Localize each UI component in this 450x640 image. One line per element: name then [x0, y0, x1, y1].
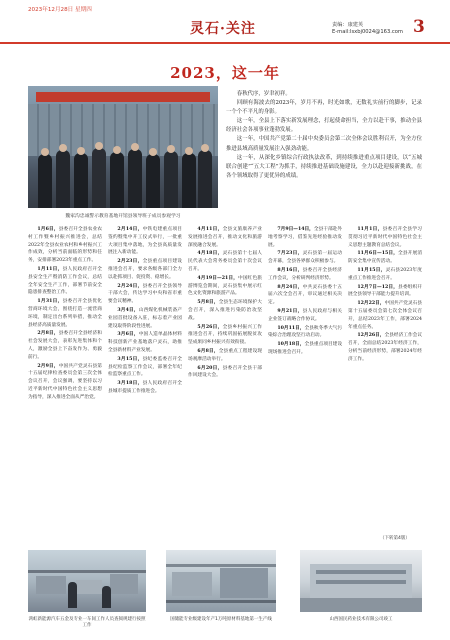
photo-person: [56, 150, 70, 208]
photo-window-row: [316, 580, 406, 584]
chronology-entry: [348, 226, 422, 249]
entry-date: 3月6日，: [117, 332, 139, 338]
production-line-photo: [166, 550, 276, 612]
factory-photo: [28, 550, 146, 612]
entry-date: 2月8日，: [37, 331, 59, 337]
chronology-entry: [188, 226, 262, 249]
entry-date: 6月20日，: [197, 365, 223, 371]
entry-text: 县委召开全县学习贯彻习近平新时代中国特色社会主义思想主题教育总结会议。: [348, 227, 422, 248]
entry-date: 5月8日，: [197, 300, 219, 306]
photo-head: [113, 146, 121, 154]
photo-worker: [102, 586, 111, 608]
entry-text: 县人民政府召开全县城市提质工作推进会。: [108, 381, 182, 394]
chronology-entry: [108, 331, 182, 354]
chronology-entry: [108, 380, 182, 396]
chronology-entry: [28, 363, 102, 402]
photo-head: [185, 147, 193, 155]
entry-text: 全县开展消防安全集中宣传活动。: [348, 251, 422, 265]
entry-text: 县委召开全县农业农村工作暨乡村振兴推进会，总结2022年全县农业农村和乡村振兴工作成效，分析当前面临的形势和任务，安排部署2023年重点工作。: [28, 227, 102, 264]
entry-date: 1月31日，: [37, 299, 63, 305]
entry-date: 2月23日，: [117, 259, 143, 265]
photo-person: [164, 151, 178, 208]
chronology-entry: [108, 307, 182, 330]
chronology-column: [28, 226, 102, 544]
entry-date: 3月15日，: [117, 356, 143, 362]
editor-name: 责编：康建英: [332, 22, 364, 28]
pharma-building-photo: [300, 550, 422, 612]
photo-head: [149, 148, 157, 156]
entry-text: 全县乡村振兴工作推进会召开，持续巩固拓展脱贫攻坚成果同乡村振兴有效衔接。: [188, 324, 262, 346]
entry-date: 1月11日，: [37, 266, 63, 272]
entry-date: 10月11日，: [277, 325, 305, 331]
entry-text: 县委召开全县优化营商环境大会，围绕打造一流营商环境，制定出台系列举措，推动全县经济高质量发展。: [28, 299, 102, 328]
continued-note: （下转第4版）: [380, 536, 410, 541]
entry-date: 12月26日，: [357, 333, 385, 339]
entry-date: 9月21日，: [277, 308, 303, 314]
chronology-entry: [188, 348, 262, 364]
entry-date: 4月11日，: [197, 227, 223, 232]
chronology-entry: [348, 284, 422, 300]
photo-person: [198, 150, 212, 208]
chronology-entry: [28, 226, 102, 265]
photo-head: [59, 144, 67, 152]
entry-text: 灵石县第一届运动会开幕，全县各界群众积极参与。: [268, 251, 342, 265]
entry-date: 1月6日，: [37, 227, 59, 232]
photo-worker: [68, 582, 77, 608]
intro-paragraph: 春秋代序，岁聿初祥。: [236, 91, 291, 97]
entry-date: 10月18日，: [277, 342, 305, 348]
entry-date: 11月15日，: [357, 267, 386, 273]
entry-text: 中国共产党灵石县第十五届委员会第七次全体会议召开，总结2023年工作，部署2024年重点任务。: [348, 301, 422, 330]
photo-ground: [300, 598, 422, 612]
entry-date: 4月18日，: [197, 251, 223, 257]
entry-text: 全县干部赴外地考察学习，借鉴先进经验推动发展。: [268, 227, 342, 248]
photo-person: [110, 152, 124, 208]
entry-text: 县委召开全县经济工作会议，分析研判经济形势。: [268, 267, 342, 281]
chronology-column: [108, 226, 182, 544]
photo-head: [201, 144, 209, 152]
chronology-entry: [108, 283, 182, 306]
chronology-entry: [268, 226, 342, 249]
top-photo-caption: 魏家沟忠诚警示教育基地开馆县领导班子成员参观学习: [65, 214, 181, 219]
section-title: 灵石·关注: [190, 21, 256, 37]
editor-info: [332, 22, 403, 36]
chronology-entry: [188, 250, 262, 273]
top-photo: [28, 86, 218, 208]
photo-machine: [220, 568, 268, 598]
photo-head: [167, 145, 175, 153]
entry-date: 6月8日，: [197, 348, 219, 354]
entry-date: 12月22日，: [357, 301, 385, 307]
chronology-column: [268, 226, 342, 544]
photo3-caption: 山西国民药业技术有限公司竣工: [329, 617, 393, 622]
entry-date: 5月26日，: [197, 324, 223, 330]
entry-text: 中共灵石县委十五届六次全会召开，审议通过相关决定。: [268, 284, 342, 306]
entry-text: 县纪委监委召开全县纪检监察工作会议，部署全年纪检监察重点工作。: [108, 356, 182, 378]
chronology-column: [348, 226, 422, 544]
photo-person: [146, 154, 160, 208]
entry-text: 全县生态环境保护大会召开，深入推进污染防治攻坚战。: [188, 300, 262, 321]
entry-text: 全县重点项目建设现场推进会召开。: [268, 342, 342, 355]
chronology-entry: [28, 298, 102, 329]
entry-text: 灵石县2023年度重点工作推进会召开。: [348, 267, 422, 281]
photo-person: [182, 153, 196, 208]
entry-date: 4月19日—21日，: [197, 275, 239, 281]
chronology-entry: [28, 330, 102, 361]
photo-machine: [110, 574, 138, 594]
entry-date: 2月14日，: [117, 227, 143, 232]
entry-date: 11月1日，: [357, 227, 383, 232]
photo-person: [92, 148, 106, 208]
photo-banner: [36, 92, 210, 102]
chronology-entry: [188, 299, 262, 322]
chronology-entry: [108, 258, 182, 281]
entry-date: 3月18日，: [117, 381, 143, 387]
entry-text: 全县秋冬季大气污染综合治理攻坚行动启动。: [268, 325, 342, 339]
entry-text: 全县重点项目建设推进会召开，要求各级各部门全力以赴抓项目、促投资、稳增长。: [108, 259, 182, 280]
chronology-entry: [188, 365, 262, 381]
chronology-entry: [348, 250, 422, 266]
chronology-entry: [348, 300, 422, 331]
intro-paragraph: 这一年，全县上下落实新发展理念，打起使命担当，全力以赴干事，推动全县经济社会各项事业蓬勃发展。: [226, 118, 422, 134]
entry-text: 中国共产党灵石县第十五届纪律检查委员会第三次全体会议召开，会议强调，要坚持以习近平新时代中国特色社会主义思想为指导，深入推进全面从严治党。: [28, 363, 102, 400]
page-number: 3: [413, 17, 425, 37]
photo-machine: [172, 572, 212, 596]
photo-shelf: [166, 564, 276, 567]
editor-email: E-mail:lsxbj0024@163.com: [332, 29, 403, 35]
chronology-entry: [108, 356, 182, 379]
photo-head: [77, 147, 85, 155]
entry-text: 县人民政府召开全县安全生产暨消防工作会议，总结全年安全生产工作，部署节前安全隐患排查整治工作。: [28, 266, 102, 296]
chronology-entry: [268, 284, 342, 307]
chronology-entry: [268, 341, 342, 357]
chronology-entry: [268, 267, 342, 283]
entry-date: 2月24日，: [117, 283, 143, 289]
entry-text: 灵石县第十七届人民代表大会常务委员会第十次会议召开。: [188, 251, 262, 272]
chronology-entry: [348, 267, 422, 283]
entry-text: 县人民政府与相关企业签订战略合作协议。: [268, 308, 342, 322]
entry-date: 2月9日，: [37, 363, 59, 369]
entry-text: 全县文旅康养产业发展推进会召开，推动文化和旅游深度融合发展。: [188, 227, 262, 248]
photo1-caption: 鸿虹新能源汽车五金及专业一车间工作人员查阅规建行按照工作: [28, 617, 146, 628]
photo-head: [131, 143, 139, 151]
chronology-entry: [268, 250, 342, 266]
entry-text: 山西煤化机械装备产业园首批设备入驻，标志着产业园建设取得阶段性进展。: [108, 307, 182, 329]
intro-text: [226, 90, 422, 181]
issue-date: 2023年12月28日 星期四: [28, 7, 92, 13]
chronology-entry: [188, 324, 262, 347]
headline: 2023，这一年: [170, 64, 280, 82]
photo-head: [41, 148, 49, 156]
photo-machine: [76, 580, 102, 594]
entry-text: 县委召开全县经济和社会发展大会，表彰先进集体和个人，激励全县上下奋发作为、勇毅前行。: [28, 331, 102, 360]
entry-text: 县委组织开展全县领导干部能力提升培训。: [348, 284, 422, 298]
chronology-entry: [28, 266, 102, 297]
entry-date: 12月7日—12日，: [357, 284, 399, 290]
photo-head: [95, 142, 103, 150]
intro-paragraph: 这一年，中国共产党第二十届中央委员会第二次全体会议胜利召开，为全方位推进县域高质量发展注入强劲动能。: [226, 136, 422, 152]
entry-text: 全县经济工作会议召开，全面总结2023年经济工作，分析当前经济形势，部署2024年经济工作。: [348, 333, 422, 362]
entry-date: 8月16日，: [277, 267, 303, 273]
photo-shelf: [28, 570, 146, 573]
photo-floor: [166, 600, 276, 603]
chronology-column: [188, 226, 262, 544]
photo-person: [38, 154, 52, 208]
entry-date: 8月24日，: [277, 284, 303, 290]
entry-text: 中国人造单晶体材料科技创新产业基地落户灵石，助推全县新材料产业发展。: [108, 332, 182, 353]
photo2-caption: 国储能专业级建设年产1万吨原材料基地第一生产线: [170, 617, 272, 622]
chronology-entry: [268, 308, 342, 324]
photo-person: [74, 153, 88, 208]
masthead: [0, 0, 450, 44]
intro-paragraph: 回顾有海波去的2023年，岁月不再，时光如歌，无数礼实前行的脚步，记录一个个不平凡的身影。: [226, 100, 422, 116]
entry-text: 中铁电建重点项目签约暨集中开工仪式举行，一批重大项目集中落地，为全县高质量发展注入新动能。: [108, 227, 182, 256]
chronology-entry: [188, 275, 262, 298]
photo-person: [128, 149, 142, 208]
intro-paragraph: 这一年，从深化乡镇综合行政执法改革，到持续推进重点项目建设，以“五城联合创建”“五大工程”为抓手，持续推进基础设施建设，全力以赴迎接新挑战，在各个领域取得了更优异的成绩。: [226, 154, 422, 179]
chronology-entry: [348, 332, 422, 363]
entry-text: 县委召开全县领导干部大会，传达学习中央和省市重要会议精神。: [108, 283, 182, 305]
photo-machine: [36, 576, 66, 594]
chronology-entry: [268, 325, 342, 341]
entry-date: 7月23日，: [277, 251, 303, 257]
entry-text: 中国红色旅游博览会期间，灵石县集中展示红色文化资源和旅游产品。: [188, 275, 262, 297]
entry-text: 县委召开全县干部作风建设大会。: [188, 365, 262, 379]
chronology-columns: [28, 226, 422, 544]
chronology-entry: [108, 226, 182, 257]
entry-text: 全县重点工程建设现场观摩活动举行。: [188, 348, 262, 362]
entry-date: 3月4日，: [117, 307, 139, 313]
entry-date: 11月6日—15日，: [357, 251, 399, 257]
photo-window-row: [316, 570, 406, 574]
entry-date: 7月9日—14日，: [277, 227, 314, 232]
